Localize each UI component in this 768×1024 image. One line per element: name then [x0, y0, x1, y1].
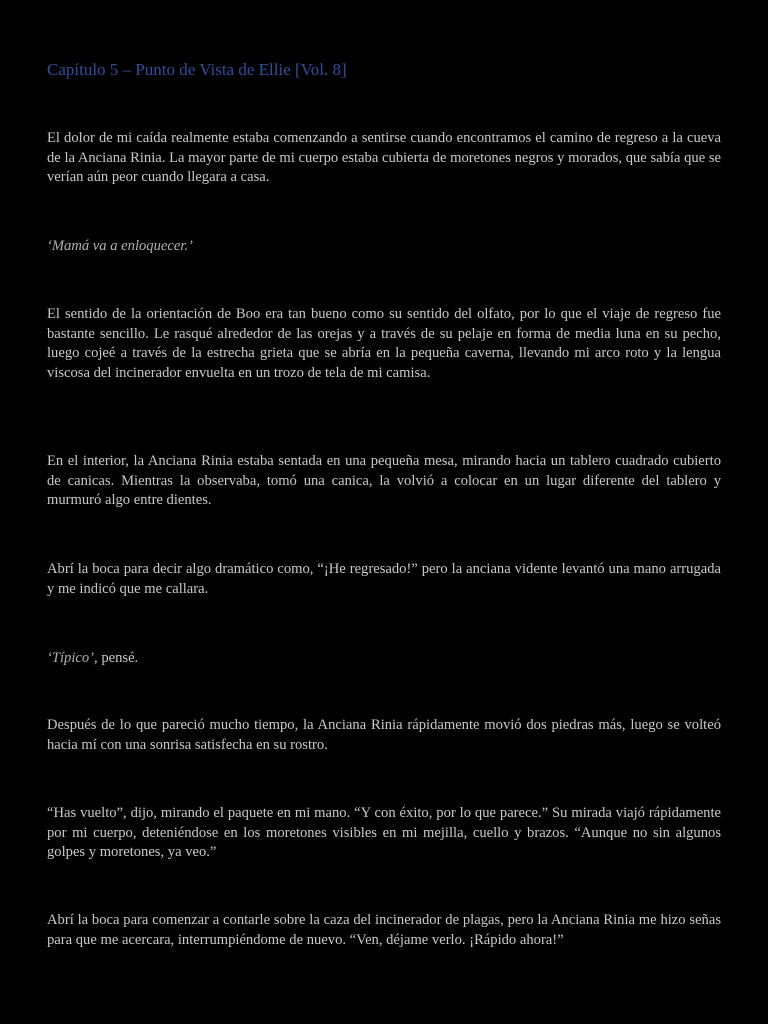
paragraph: Abrí la boca para decir algo dramático como, “¡He regresado!” pero la anciana vidente levantó una mano arrugada y me indicó que me callara. [47, 561, 721, 597]
paragraph: Abrí la boca para comenzar a contarle sobre la caza del incinerador de plagas, pero la Anciana Rinia me hizo señas para que me acercara, interrumpiéndome de nuevo. “Ven, déjame verlo. ¡Rápido ahora!” [47, 912, 721, 948]
paragraph [47, 649, 721, 669]
paragraph: El sentido de la orientación de Boo era tan bueno como su sentido del olfato, por lo que el viaje de regreso fue bastante sencillo. Le rasqué alrededor de las orejas y a través de su pelaje en forma de media luna en su pecho, luego cojeé a través de la estrecha grieta que se abría en la pequeña caverna, llevando mi arco roto y la lengua viscosa del incinerador envuelta en un trozo de tela de mi camisa. [47, 306, 721, 381]
chapter-title: Capítulo 5 – Punto de Vista de Ellie [Vol. 8] [47, 60, 347, 79]
paragraph: El dolor de mi caída realmente estaba comenzando a sentirse cuando encontramos el camino de regreso a la cueva de la Anciana Rinia. La mayor parte de mi cuerpo estaba cubierta de moretones negros y morados, que sabía que se verían aún peor cuando llegara a casa. [47, 130, 721, 186]
thought-text: ‘Típico’ [47, 650, 95, 666]
paragraph-thought: ‘Mamá va a enloquecer.’ [47, 238, 193, 254]
paragraph: Después de lo que pareció mucho tiempo, la Anciana Rinia rápidamente movió dos piedras más, luego se volteó hacia mí con una sonrisa satisfecha en su rostro. [47, 717, 721, 753]
paragraph: “Has vuelto”, dijo, mirando el paquete en mi mano. “Y con éxito, por lo que parece.” Su mirada viajó rápidamente por mi cuerpo, deteniéndose en los moretones visibles en mi mejilla, cuello y brazos. “Aunque no sin algunos golpes y moretones, ya veo.” [47, 805, 721, 861]
paragraph: En el interior, la Anciana Rinia estaba sentada en una pequeña mesa, mirando hacia un tablero cuadrado cubierto de canicas. Mientras la observaba, tomó una canica, la volvió a colocar en un lugar diferente del tablero y murmuró algo entre dientes. [47, 453, 721, 509]
paragraph-text: , pensé. [94, 650, 139, 666]
